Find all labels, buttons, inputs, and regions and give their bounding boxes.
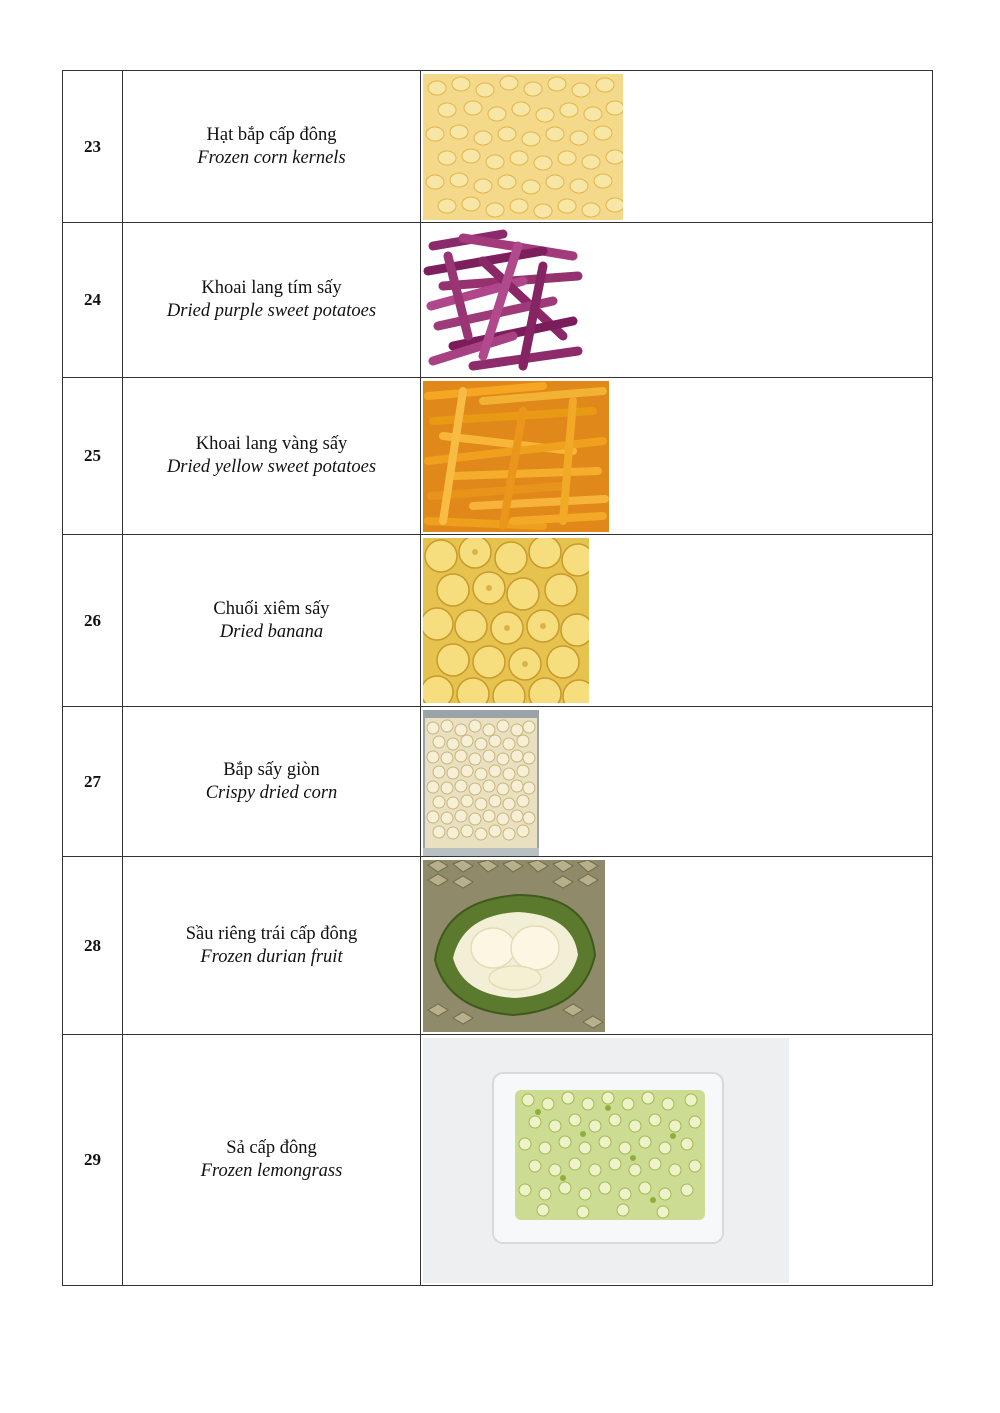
item-name-english: Frozen corn kernels	[197, 147, 346, 168]
dried-yellow-sweet-potatoes-photo	[423, 381, 609, 532]
table-row	[63, 535, 933, 707]
frozen-durian-fruit-photo	[423, 860, 605, 1032]
frozen-lemongrass-photo	[423, 1038, 789, 1283]
item-name	[123, 1035, 421, 1286]
item-number: 24	[63, 223, 123, 378]
item-name	[123, 378, 421, 535]
table-row	[63, 378, 933, 535]
item-name-vietnamese: Chuối xiêm sấy	[213, 598, 330, 619]
item-name-english: Dried yellow sweet potatoes	[166, 457, 377, 477]
frozen-corn-kernels-photo	[423, 74, 623, 220]
item-name-english: Frozen durian fruit	[200, 946, 343, 967]
item-name-english: Dried purple sweet potatoes	[166, 301, 377, 321]
item-name-vietnamese: Khoai lang tím sấy	[201, 278, 342, 298]
item-name	[123, 707, 421, 857]
item-photo-cell	[421, 857, 933, 1035]
item-name-vietnamese: Sả cấp đông	[226, 1138, 317, 1158]
item-name-english: Frozen lemongrass	[200, 1161, 343, 1181]
item-photo-cell	[421, 535, 933, 707]
table-row	[63, 1035, 933, 1286]
item-photo-cell	[421, 378, 933, 535]
item-photo-cell	[421, 707, 933, 857]
table-row	[63, 71, 933, 223]
item-number: 23	[63, 71, 123, 223]
item-name-english: Dried banana	[219, 621, 324, 642]
item-photo-cell	[421, 223, 933, 378]
item-name-english: Crispy dried corn	[205, 782, 338, 803]
item-number: 28	[63, 857, 123, 1035]
item-number: 26	[63, 535, 123, 707]
dried-banana-photo	[423, 538, 589, 703]
item-name	[123, 857, 421, 1035]
item-name-vietnamese: Hạt bắp cấp đông	[206, 124, 337, 145]
item-number: 29	[63, 1035, 123, 1286]
product-table	[62, 70, 933, 1286]
item-name-vietnamese: Khoai lang vàng sấy	[195, 434, 348, 454]
crispy-dried-corn-photo	[423, 710, 539, 856]
item-name-vietnamese: Sầu riêng trái cấp đông	[185, 923, 358, 944]
item-number: 27	[63, 707, 123, 857]
table-row	[63, 707, 933, 857]
table-row	[63, 223, 933, 378]
item-number: 25	[63, 378, 123, 535]
item-photo-cell	[421, 71, 933, 223]
item-photo-cell	[421, 1035, 933, 1286]
item-name	[123, 535, 421, 707]
table-row	[63, 857, 933, 1035]
item-name	[123, 223, 421, 378]
dried-purple-sweet-potatoes-photo	[423, 226, 583, 376]
item-name-vietnamese: Bắp sấy giòn	[223, 759, 320, 780]
item-name	[123, 71, 421, 223]
